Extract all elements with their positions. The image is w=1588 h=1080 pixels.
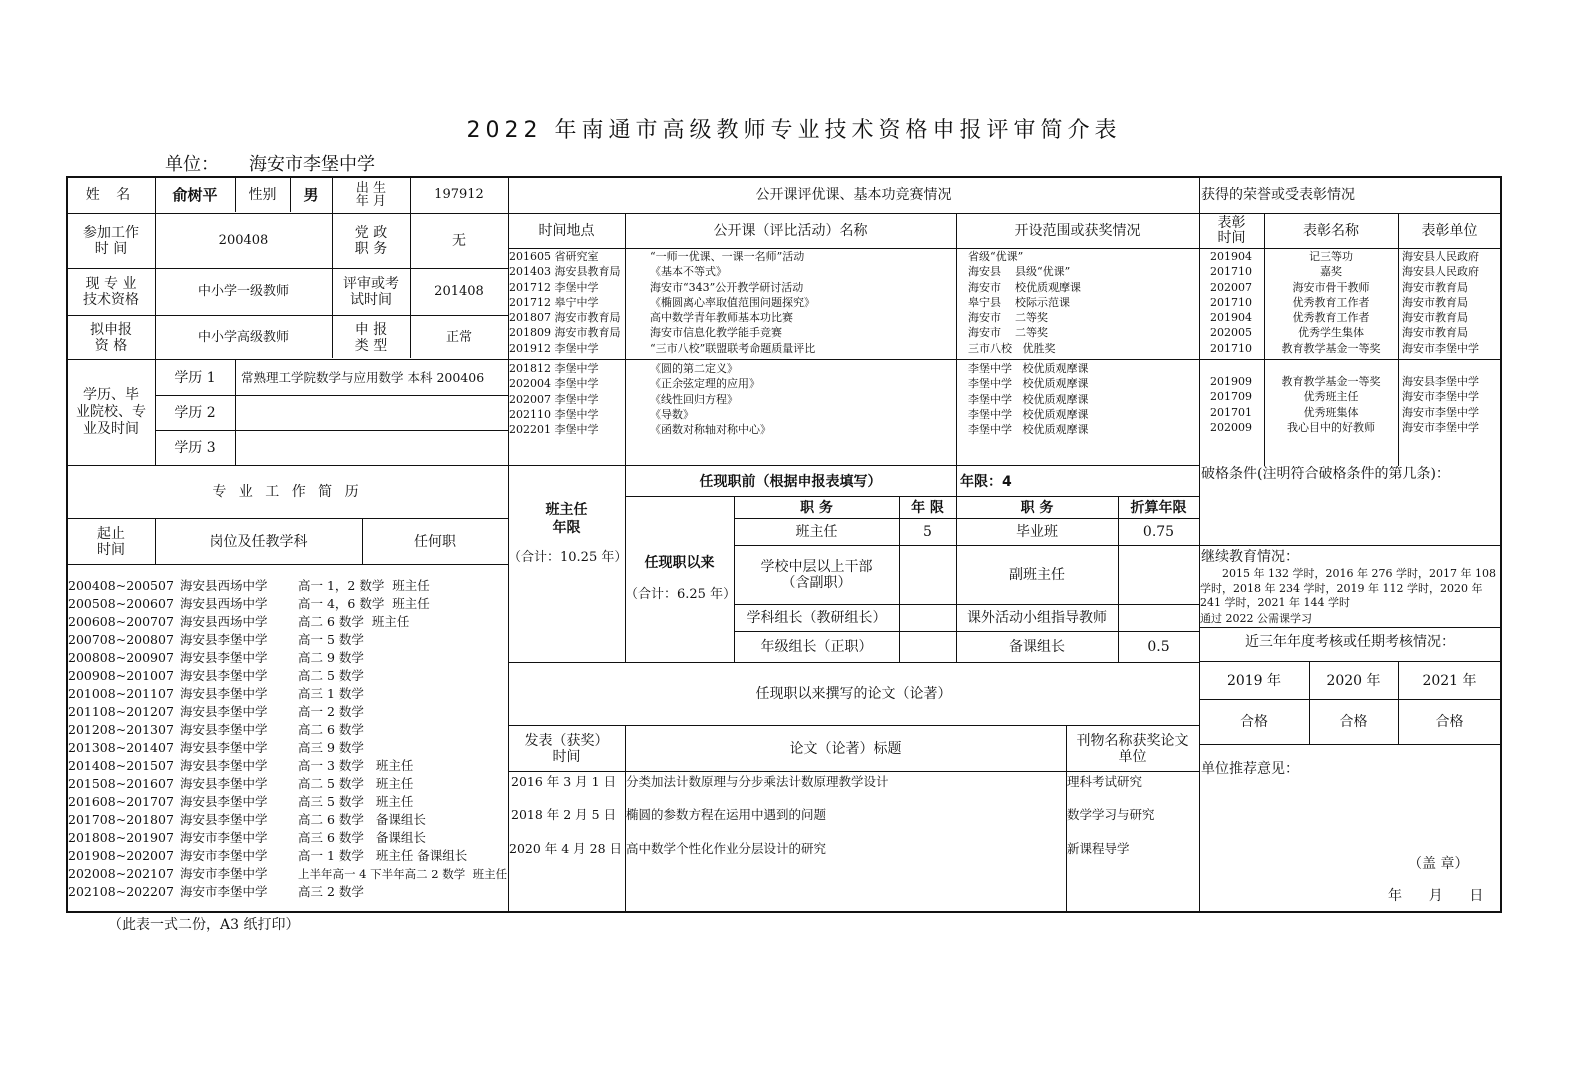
date-text: 年 月 日: [1388, 888, 1484, 904]
open-class-scope: 三市八校 优胜奖: [968, 341, 1056, 355]
paper-1-unit: 理科考试研究: [1067, 774, 1143, 789]
honor-time: 201904: [1210, 250, 1252, 263]
honor-list-2-name: [1264, 374, 1398, 435]
honor-name: 教育教学基金一等奖: [1281, 341, 1381, 355]
head-teacher-total: （合计：10.25 年）: [508, 550, 628, 565]
open-class-time: 202004 李堡中学: [509, 377, 599, 391]
paper-col-unit: 刊物名称获奖论文 单位: [1076, 732, 1189, 765]
duty-head-teacher: 班主任: [795, 524, 838, 540]
open-class-time: 201807 海安市教育局: [509, 311, 621, 325]
open-class-list-1-name: [650, 249, 815, 356]
duty-deputy-head-teacher: 副班主任: [1009, 567, 1065, 583]
open-class-time: 201712 皋宁中学: [509, 295, 599, 309]
name-label: 姓 名: [85, 187, 137, 203]
work-class: 高三 6 数学 备课组长: [298, 830, 426, 845]
work-history-row: [68, 595, 506, 613]
work-period: 201508~201607: [68, 776, 174, 791]
open-class-title: 公开课评优课、基本功竞赛情况: [755, 187, 952, 203]
work-period: 202108~202207: [68, 884, 174, 899]
years-subject-leader: [899, 605, 956, 631]
edu-3-value: [235, 431, 508, 465]
honor-name: 优秀教育工作者: [1292, 311, 1370, 325]
apply-value: 中小学高级教师: [197, 329, 289, 345]
open-class-scope: 海安县 县级“优课”: [968, 265, 1071, 279]
work-class: 高二 5 数学: [298, 668, 364, 683]
work-class: 高三 9 数学: [298, 740, 364, 755]
open-class-scope: 李堡中学 校优质观摩课: [968, 423, 1089, 437]
work-period: 200408~200507: [68, 578, 174, 593]
work-start-label: 参加工作 时 间: [83, 225, 139, 257]
assess-year-2021: 2021 年: [1422, 672, 1477, 689]
work-history-row: [68, 865, 506, 883]
open-class-name: 海安市“343”公开教学研讨活动: [650, 280, 804, 294]
open-class-scope: 李堡中学 校优质观摩课: [968, 362, 1089, 375]
assess-result-2019: 合格: [1240, 714, 1268, 730]
work-period: 200708~200807: [68, 632, 174, 647]
edu-1-label: 学历 1: [174, 369, 216, 386]
open-class-time: 201812 李堡中学: [509, 362, 599, 375]
work-history-row: [68, 793, 506, 811]
work-class: 高一 5 数学: [298, 632, 364, 647]
work-period: 201108~201207: [68, 704, 174, 719]
breakthrough-label: 破格条件(注明符合破格条件的第几条)：: [1201, 466, 1450, 482]
recommend-label: 单位推荐意见：: [1201, 761, 1299, 777]
work-period: 201308~201407: [68, 740, 174, 755]
work-class: 高二 6 数学 备课组长: [298, 812, 426, 827]
before-title: 任现职前（根据申报表填写）: [699, 473, 882, 490]
honor-list-2-unit: [1402, 374, 1479, 435]
paper-2-title: 椭圆的参数方程在运用中遇到的问题: [626, 807, 827, 822]
work-school: 海安县李堡中学: [180, 704, 268, 719]
birth-value: 197912: [434, 187, 484, 202]
open-class-name: “一师一优课、一课一名师”活动: [650, 250, 805, 263]
work-class: 高二 6 数学: [298, 722, 364, 737]
edu-1-value: 常熟理工学院数学与应用数学 本科 200406: [241, 369, 485, 385]
honor-list-1-name: [1264, 249, 1398, 356]
work-history-row: [68, 775, 506, 793]
work-class: 高一 4，6 数学 班主任: [298, 596, 430, 611]
honor-name: 优秀教育工作者: [1292, 295, 1370, 309]
open-class-time: 201912 李堡中学: [509, 341, 599, 355]
years-head-teacher: 5: [923, 524, 932, 540]
work-school: 海安县李堡中学: [180, 758, 268, 773]
years-middle-manager: [899, 546, 956, 604]
honor-time: 202009: [1210, 420, 1252, 434]
honor-name: 嘉奖: [1320, 265, 1342, 279]
duty-subject-leader: 学科组长（教研组长）: [746, 610, 887, 626]
work-history-row: [68, 577, 506, 595]
honor-unit: 海安市李堡中学: [1402, 420, 1479, 434]
open-class-scope: 皋宁县 校际示范课: [968, 295, 1070, 309]
honor-unit: 海安市教育局: [1402, 295, 1468, 309]
honor-unit: 海安市教育局: [1402, 326, 1468, 340]
open-class-list-1-time: [509, 249, 621, 356]
work-period: 201908~202007: [68, 848, 174, 863]
work-col-post: 岗位及任教学科: [209, 533, 308, 550]
work-school: 海安县李堡中学: [180, 686, 268, 701]
papers-title: 任现职以来撰写的论文（论著）: [755, 686, 952, 702]
work-class: 高一 2 数学: [298, 704, 364, 719]
education-label: 学历、毕 业院校、专 业及时间: [76, 387, 146, 437]
work-school: 海安县李堡中学: [180, 740, 268, 755]
work-period: 201208~201307: [68, 722, 174, 737]
paper-2-time: 2018 年 2 月 5 日: [511, 807, 617, 822]
work-school: 海安县李堡中学: [180, 812, 268, 827]
honor-list-1-unit: [1402, 249, 1479, 356]
apply-label: 拟申报 资 格: [90, 321, 132, 354]
open-col-name: 公开课（评比活动）名称: [713, 223, 868, 239]
paper-3-time: 2020 年 4 月 28 日: [509, 841, 623, 856]
open-class-name: 《函数对称轴对称中心》: [650, 423, 771, 437]
col-duty2: 职 务: [1020, 499, 1054, 516]
open-class-time: 202110 李堡中学: [509, 407, 599, 421]
assess-result-2020: 合格: [1339, 714, 1368, 730]
honor-unit: 海安市教育局: [1402, 311, 1468, 325]
conv-deputy-head-teacher: [1118, 546, 1199, 604]
honor-list-1-time: [1210, 249, 1252, 356]
work-class: 高三 1 数学: [298, 686, 364, 701]
before-years: 年限：4: [960, 473, 1012, 490]
continuing-edu-note: 通过 2022 公需课学习: [1200, 612, 1312, 625]
since-label: 任现职以来: [644, 555, 715, 571]
assess-year-2020: 2020 年: [1326, 672, 1381, 689]
open-class-name: 海安市信息化教学能手竞赛: [650, 326, 782, 340]
edu-3-label: 学历 3: [174, 440, 216, 456]
open-class-name: 《基本不等式》: [650, 265, 727, 279]
open-class-scope: 李堡中学 校优质观摩课: [968, 392, 1089, 406]
conv-lesson-prep-leader: 0.5: [1147, 639, 1170, 655]
honor-unit: 海安县人民政府: [1402, 265, 1479, 279]
assess-result-2021: 合格: [1435, 714, 1464, 730]
honor-time: 201710: [1210, 295, 1252, 309]
sex-label: 性别: [248, 187, 277, 203]
open-class-time: 201605 省研究室: [509, 250, 599, 263]
work-school: 海安县李堡中学: [180, 668, 268, 683]
years-grade-leader: [899, 632, 956, 662]
work-period: 201408~201507: [68, 758, 174, 773]
work-school: 海安市李堡中学: [180, 866, 268, 881]
work-class: 上半年高一 4 下半年高二 2 数学 班主任: [298, 867, 508, 881]
work-col-period: 起止 时间: [97, 525, 125, 558]
open-class-name: 《圆的第二定义》: [650, 362, 738, 375]
honor-unit: 海安市李堡中学: [1402, 390, 1479, 404]
work-history-row: [68, 847, 506, 865]
open-class-scope: 省级“优课”: [968, 250, 1024, 263]
col-duty: 职 务: [800, 499, 833, 516]
paper-col-title: 论文（论著）标题: [789, 740, 902, 757]
work-period: 202008~202107: [68, 866, 174, 881]
honor-unit: 海安市李堡中学: [1402, 405, 1479, 419]
duty-grade-leader: 年级组长（正职）: [760, 639, 873, 655]
open-class-name: 高中数学青年教师基本功比赛: [650, 311, 793, 325]
honor-time: 201701: [1210, 405, 1252, 419]
open-class-scope: 海安市 二等奖: [968, 326, 1048, 340]
honor-unit: 海安市教育局: [1402, 280, 1468, 294]
open-class-name: 《导数》: [650, 407, 694, 421]
honor-name: 海安市骨干教师: [1292, 280, 1370, 294]
honor-time: 201904: [1210, 311, 1252, 325]
open-class-list-2-scope: [968, 361, 1089, 437]
honor-col-time: 表彰 时间: [1217, 215, 1246, 246]
edu-2-label: 学历 2: [174, 405, 216, 421]
honor-name: 优秀班主任: [1303, 390, 1359, 404]
work-school: 海安县李堡中学: [180, 794, 268, 809]
work-history-row: [68, 757, 506, 775]
open-class-list-2-time: [509, 361, 599, 437]
seal-text: （盖 章）: [1408, 856, 1469, 872]
work-history-row: [68, 721, 506, 739]
work-class: 高二 5 数学 班主任: [298, 776, 414, 791]
open-class-scope: 李堡中学 校优质观摩课: [968, 377, 1089, 391]
conv-graduating-class: 0.75: [1142, 524, 1175, 540]
open-class-name: 《椭圆离心率取值范围问题探究》: [650, 295, 815, 309]
honor-time: 201710: [1210, 341, 1252, 355]
head-teacher-label: 班主任 年限: [545, 502, 588, 536]
open-class-scope: 海安市 二等奖: [968, 311, 1048, 325]
work-history-row: [68, 739, 506, 757]
paper-1-title: 分类加法计数原理与分步乘法计数原理教学设计: [626, 774, 889, 789]
open-class-time: 201712 李堡中学: [509, 280, 599, 294]
honor-name: 记三等功: [1309, 250, 1353, 263]
open-class-name: 《线性回归方程》: [650, 392, 738, 406]
honor-col-unit: 表彰单位: [1421, 223, 1478, 239]
work-period: 200508~200607: [68, 596, 174, 611]
work-period: 201708~201807: [68, 812, 174, 827]
paper-3-unit: 新课程导学: [1067, 841, 1130, 856]
work-history-row: [68, 649, 506, 667]
work-start-value: 200408: [218, 233, 269, 248]
paper-3-title: 高中数学个性化作业分层设计的研究: [626, 841, 827, 856]
work-history-row: [68, 829, 506, 847]
work-class: 高一 1，2 数学 班主任: [298, 578, 430, 593]
work-school: 海安县李堡中学: [180, 632, 268, 647]
col-years: 年 限: [911, 499, 944, 516]
work-school: 海安县西场中学: [180, 578, 268, 593]
work-period: 200908~201007: [68, 668, 174, 683]
work-class: 高三 5 数学 班主任: [298, 794, 414, 809]
work-period: 201808~201907: [68, 830, 174, 845]
honor-list-2-time: [1210, 374, 1252, 435]
work-history-list: [68, 577, 506, 901]
honor-unit: 海安县李堡中学: [1402, 375, 1479, 388]
open-class-time: 201403 海安县教育局: [509, 265, 621, 279]
work-history-title: 专 业 工 作 简 历: [212, 484, 363, 500]
conv-activity-advisor: [1118, 605, 1199, 631]
open-class-list-2-name: [650, 361, 771, 437]
duty-activity-advisor: 课外活动小组指导教师: [967, 610, 1107, 626]
work-period: 201608~201707: [68, 794, 174, 809]
work-period: 201008~201107: [68, 686, 174, 701]
open-class-time: 202007 李堡中学: [509, 392, 599, 406]
work-period: 200808~200907: [68, 650, 174, 665]
honor-time: 201710: [1210, 265, 1252, 279]
work-history-row: [68, 613, 506, 631]
honor-col-name: 表彰名称: [1303, 223, 1359, 239]
open-class-scope: 海安市 校优质观摩课: [968, 280, 1081, 294]
current-title-label: 现 专 业 技术资格: [83, 276, 139, 308]
open-class-time: 202201 李堡中学: [509, 423, 599, 437]
current-title-value: 中小学一级教师: [197, 284, 289, 299]
open-col-scope: 开设范围或获奖情况: [1014, 223, 1141, 239]
honor-unit: 海安县人民政府: [1402, 250, 1479, 263]
review-time-value: 201408: [434, 284, 484, 299]
honor-time: 202007: [1210, 280, 1252, 294]
work-class: 高一 3 数学 班主任: [298, 758, 414, 773]
honor-time: 202005: [1210, 326, 1252, 340]
open-class-name: “三市八校”联盟联考命题质量评比: [650, 341, 816, 355]
col-conv: 折算年限: [1130, 499, 1187, 516]
work-history-row: [68, 703, 506, 721]
open-class-name: 《正余弦定理的应用》: [650, 377, 760, 391]
open-col-time: 时间地点: [538, 223, 595, 239]
footnote: （此表一式二份，A3 纸打印）: [108, 917, 300, 933]
work-class: 高二 6 数学 班主任: [298, 614, 410, 629]
name-value: 俞树平: [172, 186, 218, 204]
assess-year-2019: 2019 年: [1226, 672, 1282, 689]
paper-2-unit: 数学学习与研究: [1067, 807, 1155, 822]
paper-col-time: 发表（获奖） 时间: [524, 732, 609, 765]
honor-name: 优秀班集体: [1303, 405, 1359, 419]
honor-name: 我心目中的好教师: [1287, 420, 1375, 434]
work-history-row: [68, 631, 506, 649]
duty-lesson-prep-leader: 备课组长: [1009, 639, 1065, 655]
honor-time: 201909: [1210, 375, 1252, 388]
work-history-row: [68, 883, 506, 901]
page-title: 2022 年南通市高级教师专业技术资格申报评审简介表: [466, 118, 1122, 143]
open-class-time: 201809 海安市教育局: [509, 326, 621, 340]
continuing-edu-text: 2015 年 132 学时，2016 年 276 学时，2017 年 108 学时，2018 年 234 学时，2019 年 112 学时，2020 年 241 学时，2021 年 144 学时: [1200, 567, 1496, 609]
honors-title: 获得的荣誉或受表彰情况: [1201, 187, 1355, 203]
since-total: （合计：6.25 年）: [625, 587, 737, 602]
work-school: 海安市李堡中学: [180, 848, 268, 863]
sex-value: 男: [303, 186, 319, 204]
work-history-row: [68, 667, 506, 685]
work-school: 海安县西场中学: [180, 596, 268, 611]
work-class: 高一 1 数学 班主任 备课组长: [298, 848, 468, 863]
continuing-edu-label: 继续教育情况：: [1201, 549, 1299, 565]
party-label: 党 政 职 务: [354, 225, 388, 257]
birth-label: 出 生 年 月: [355, 181, 387, 209]
work-history-row: [68, 811, 506, 829]
honor-unit: 海安市李堡中学: [1402, 341, 1479, 355]
apply-type-label: 申 报 类 型: [354, 321, 388, 354]
apply-type-value: 正常: [445, 329, 472, 345]
unit-value: 海安市李堡中学: [228, 150, 396, 178]
party-value: 无: [452, 233, 466, 249]
work-school: 海安县李堡中学: [180, 722, 268, 737]
edu-2-value: [235, 396, 508, 430]
work-school: 海安县李堡中学: [180, 776, 268, 791]
review-time-label: 评审或考 试时间: [343, 276, 399, 308]
open-class-scope: 李堡中学 校优质观摩课: [968, 407, 1089, 421]
work-class: 高二 9 数学: [298, 650, 364, 665]
work-school: 海安县李堡中学: [180, 650, 268, 665]
work-school: 海安县西场中学: [180, 614, 268, 629]
unit-label: 单位：: [165, 154, 219, 175]
work-school: 海安市李堡中学: [180, 830, 268, 845]
duty-middle-manager: 学校中层以上干部 （含副职）: [760, 559, 873, 591]
honor-name: 优秀学生集体: [1298, 326, 1364, 340]
open-class-list-1-scope: [968, 249, 1081, 356]
work-history-row: [68, 685, 506, 703]
duty-graduating-class: 毕业班: [1016, 524, 1058, 540]
work-class: 高三 2 数学: [298, 884, 364, 899]
assessment-label: 近三年年度考核或任期考核情况：: [1245, 634, 1455, 650]
honor-time: 201709: [1210, 390, 1252, 404]
honor-name: 教育教学基金一等奖: [1281, 375, 1381, 388]
paper-1-time: 2016 年 3 月 1 日: [511, 774, 617, 789]
work-school: 海安市李堡中学: [180, 884, 268, 899]
work-col-duty: 任何职: [414, 533, 456, 550]
work-period: 200608~200707: [68, 614, 174, 629]
